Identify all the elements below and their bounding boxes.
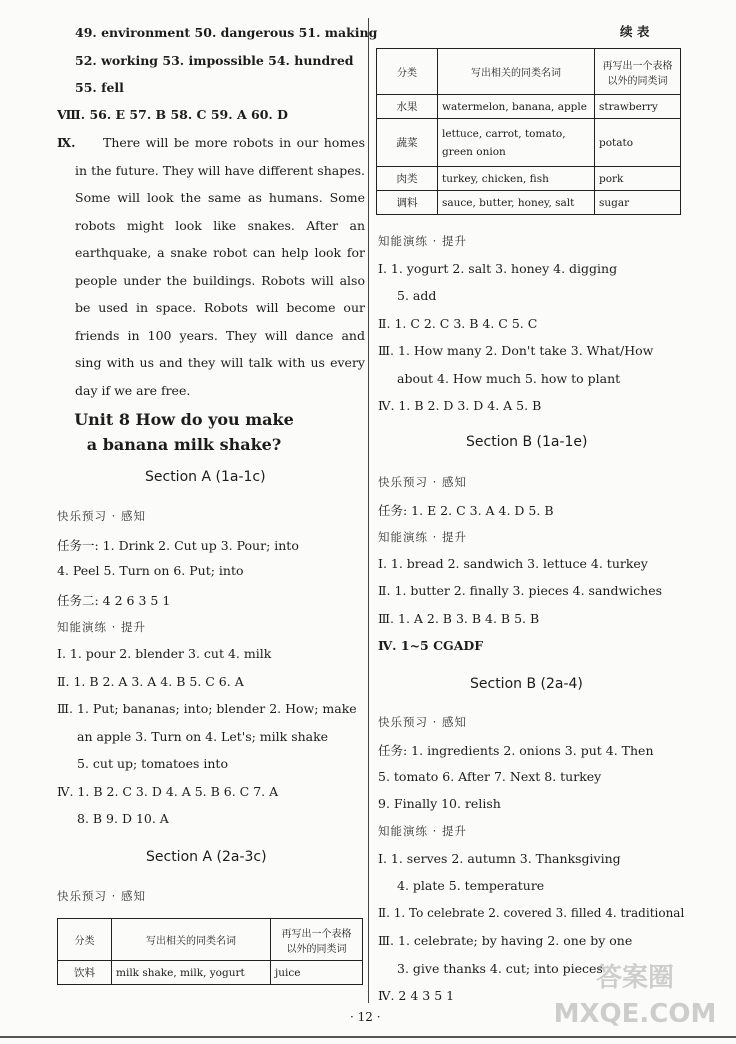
- table-header-extra: 再写出一个表格 以外的同类词: [595, 49, 681, 95]
- task-b2-2: 5. tomato 6. After 7. Next 8. turkey: [378, 769, 602, 784]
- table-cell-extra: juice: [271, 961, 363, 985]
- practice-3-cont: about 4. How much 5. how to plant: [397, 371, 621, 386]
- table-cell-nouns: turkey, chicken, fish: [438, 167, 595, 191]
- category-preview-2: 快乐预习 · 感知: [378, 715, 467, 729]
- unit-title-line1: Unit 8 How do you make: [74, 410, 294, 429]
- practice-4-cont: 8. B 9. D 10. A: [77, 811, 169, 826]
- task-two: 任务二: 4 2 6 3 5 1: [57, 593, 171, 608]
- practice-c-4: Ⅳ. 2 4 3 5 1: [378, 988, 455, 1003]
- answers-section-8: Ⅷ. 56. E 57. B 58. C 59. A 60. D: [57, 107, 288, 122]
- table-cell-nouns: milk shake, milk, yogurt: [112, 961, 271, 985]
- practice-3-cont: an apple 3. Turn on 4. Let's; milk shake: [77, 729, 329, 744]
- table-cell-nouns: watermelon, banana, apple: [438, 95, 595, 119]
- answers-55: 55. fell: [75, 80, 124, 95]
- practice-1: Ⅰ. 1. pour 2. blender 3. cut 4. milk: [57, 646, 272, 661]
- table-cell-nouns: lettuce, carrot, tomato, green onion: [438, 119, 595, 167]
- table-cell-extra: pork: [595, 167, 681, 191]
- section-a-2a-3c-heading: Section A (2a-3c): [146, 849, 267, 865]
- practice-c-2: Ⅱ. 1. To celebrate 2. covered 3. filled 4. traditional: [378, 906, 685, 920]
- table-cell-category: 调料: [377, 191, 438, 215]
- table-cell-extra: strawberry: [595, 95, 681, 119]
- practice-2: Ⅱ. 1. C 2. C 3. B 4. C 5. C: [378, 316, 538, 331]
- practice-3: Ⅲ. 1. How many 2. Don't take 3. What/How: [378, 343, 654, 358]
- practice-1-cont: 5. add: [397, 288, 437, 303]
- practice-4: Ⅳ. 1. B 2. D 3. D 4. A 5. B: [378, 398, 542, 413]
- practice-c-1: Ⅰ. 1. serves 2. autumn 3. Thanksgiving: [378, 851, 621, 866]
- practice-b-2: Ⅱ. 1. butter 2. finally 3. pieces 4. sandwiches: [378, 583, 663, 598]
- table-cell-category: 肉类: [377, 167, 438, 191]
- practice-c-3: Ⅲ. 1. celebrate; by having 2. one by one: [378, 933, 633, 948]
- table-header-category: 分类: [58, 919, 112, 961]
- task-answers: 任务: 1. E 2. C 3. A 4. D 5. B: [378, 503, 554, 518]
- section-b-1a-1e-heading: Section B (1a-1e): [466, 434, 588, 450]
- practice-b-1: Ⅰ. 1. bread 2. sandwich 3. lettuce 4. turkey: [378, 556, 648, 571]
- table-header-extra: 再写出一个表格 以外的同类词: [271, 919, 363, 961]
- section-9-label: Ⅸ.: [57, 135, 76, 150]
- unit-title-line2: a banana milk shake?: [86, 435, 282, 454]
- category-preview-2: 快乐预习 · 感知: [57, 889, 146, 903]
- task-b2-1: 任务: 1. ingredients 2. onions 3. put 4. Then: [378, 743, 654, 758]
- section-9-essay: There will be more robots in our homes in the future. They will have different shapes. Some will look the same as humans. Some robots might look like snakes. After an earthquake, a snake robot can help look for people under the buildings. Robots will also be used in space. Robots will become our friends in 100 years. They will dance and sing with us and they will talk with us every day if we are free.: [75, 135, 365, 398]
- table-cell-extra: potato: [595, 119, 681, 167]
- task-b2-3: 9. Finally 10. relish: [378, 796, 501, 811]
- task-one: 任务一: 1. Drink 2. Cut up 3. Pour; into: [57, 538, 299, 553]
- category-preview: 快乐预习 · 感知: [378, 475, 467, 489]
- table-cell-nouns: sauce, butter, honey, salt: [438, 191, 595, 215]
- column-divider: [368, 18, 369, 1003]
- practice-b-3: Ⅲ. 1. A 2. B 3. B 4. B 5. B: [378, 611, 540, 626]
- table-header-category: 分类: [377, 49, 438, 95]
- bottom-rule: [0, 1036, 736, 1038]
- category-practice: 知能演练 · 提升: [378, 234, 467, 248]
- practice-1: Ⅰ. 1. yogurt 2. salt 3. honey 4. digging: [378, 261, 618, 276]
- table-header-nouns: 写出相关的同类名词: [438, 49, 595, 95]
- table-continued-label: 续 表: [620, 24, 650, 39]
- noun-category-table: [57, 918, 363, 985]
- section-a-1a-1c-heading: Section A (1a-1c): [145, 469, 266, 485]
- answers-49-51: 49. environment 50. dangerous 51. making: [75, 25, 378, 40]
- category-practice-3: 知能演练 · 提升: [378, 824, 467, 838]
- watermark-logo: 答案圈 MXQE.COM: [553, 963, 717, 1029]
- category-practice: 知能演练 · 提升: [57, 620, 146, 634]
- practice-c-1-cont: 4. plate 5. temperature: [397, 878, 545, 893]
- answers-52-54: 52. working 53. impossible 54. hundred: [75, 53, 354, 68]
- table-cell-category: 水果: [377, 95, 438, 119]
- table-cell-extra: sugar: [595, 191, 681, 215]
- noun-category-table-continued: [376, 48, 681, 215]
- practice-2: Ⅱ. 1. B 2. A 3. A 4. B 5. C 6. A: [57, 674, 244, 689]
- table-cell-category: 饮料: [58, 961, 112, 985]
- practice-3-cont2: 5. cut up; tomatoes into: [77, 756, 228, 771]
- section-b-2a-4-heading: Section B (2a-4): [470, 676, 583, 692]
- practice-3: Ⅲ. 1. Put; bananas; into; blender 2. How; make: [57, 701, 357, 716]
- category-practice-2: 知能演练 · 提升: [378, 530, 467, 544]
- practice-c-3-cont: 3. give thanks 4. cut; into pieces: [397, 961, 603, 976]
- page-number: · 12 ·: [350, 1010, 381, 1024]
- practice-4: Ⅳ. 1. B 2. C 3. D 4. A 5. B 6. C 7. A: [57, 784, 279, 799]
- table-cell-category: 蔬菜: [377, 119, 438, 167]
- table-header-nouns: 写出相关的同类名词: [112, 919, 271, 961]
- task-one-cont: 4. Peel 5. Turn on 6. Put; into: [57, 563, 244, 578]
- practice-b-4: Ⅳ. 1~5 CGADF: [378, 638, 484, 653]
- category-preview: 快乐预习 · 感知: [57, 509, 146, 523]
